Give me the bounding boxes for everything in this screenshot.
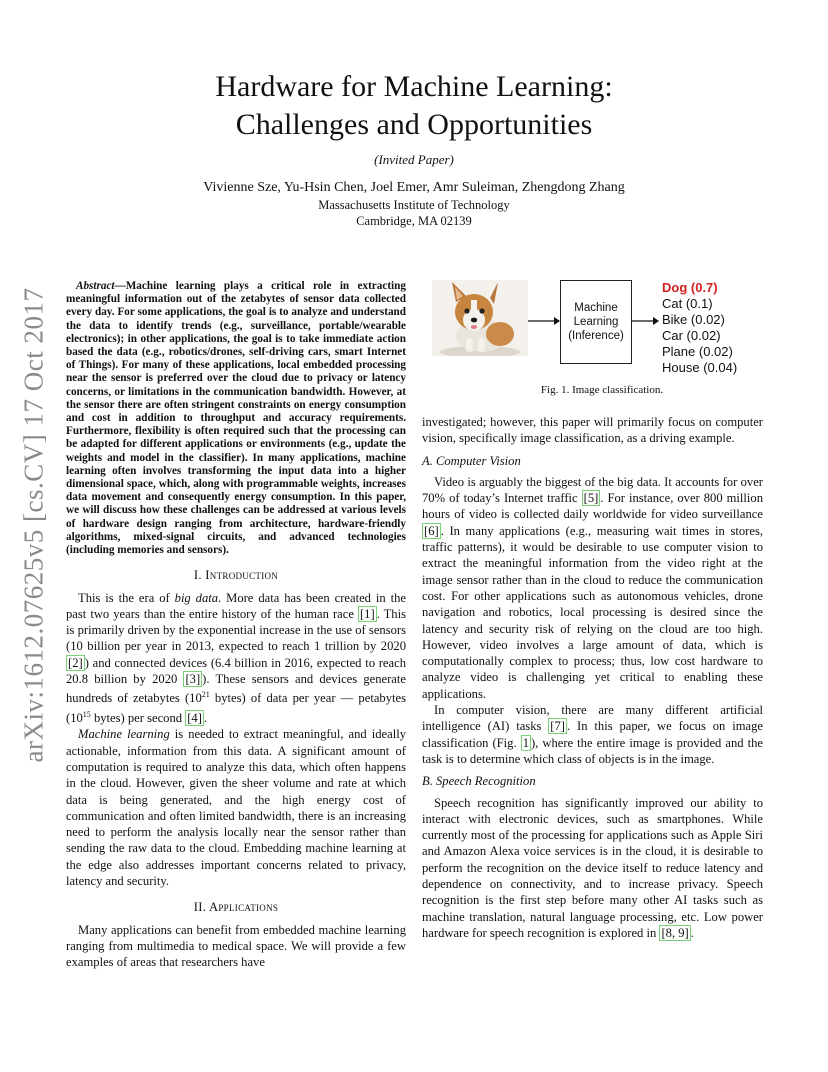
citation-link[interactable]: [3] bbox=[185, 672, 201, 687]
class-score: Cat (0.1) bbox=[662, 296, 713, 311]
citation-link[interactable]: [7] bbox=[550, 719, 565, 734]
left-column bbox=[66, 280, 406, 970]
author-list: Vivienne Sze, Yu-Hsin Chen, Joel Emer, Amr Suleiman, Zhengdong Zhang bbox=[203, 180, 625, 195]
citation-link[interactable]: [5] bbox=[583, 491, 599, 506]
applications-paragraph-1: Many applications can benefit from embedded machine learning ranging from multimedia to medical space. We will provide a few examples of areas that researchers have bbox=[66, 922, 406, 970]
figure-1 bbox=[432, 280, 772, 405]
class-score: House (0.04) bbox=[662, 360, 738, 375]
class-score-top: Dog (0.7) bbox=[662, 280, 718, 295]
dog-photo-image bbox=[432, 280, 528, 356]
arxiv-id-text: arXiv:1612.07625v5 [cs.CV] 17 Oct 2017 bbox=[18, 287, 49, 763]
machine-learning-box bbox=[560, 280, 632, 364]
citation-link[interactable]: [4] bbox=[187, 711, 202, 726]
right-column bbox=[422, 414, 763, 941]
intro-paragraph-2: Machine learning is needed to extract meaningful, and ideally actionable, information from this data. A significant amount of computation is required to analyze this data, which often happens in the cloud. However, given the sheer volume and rate at which data is being generated, and the high energy cost of communication and often limited bandwidth, there is an increasing need to perform the analysis locally near the sensor rather than sending the raw data to the cloud. Embedding machine learning at the edge also addresses important concerns related to privacy, latency and security. bbox=[66, 727, 406, 888]
computer-vision-paragraph-1: Video is arguably the biggest of the big data. It accounts for over 70% of today’s Internet traffic [5] . For instance, over 800 million hours of video is collected daily worldwide for video surveillance [6] . In many applications (e.g., measuring wait times in stores, traffic patterns), it would be desirable to use computer vision to extract the meaningful information from the video right at the image sensor rather than in the cloud to reduce the communication cost. For other applications such as autonomous vehicles, drone navigation and robotics, local processing is desired since the latency and security risk of relying on the cloud are too high. However, video involves a large amount of data, which is computationally complex to process; thus, low cost hardware to analyze video is challenging yet critical to enabling these applications. bbox=[422, 474, 763, 701]
citation-link[interactable]: [1] bbox=[359, 606, 375, 621]
speech-recognition-paragraph-1: Speech recognition has significantly improved our ability to interact with electronic devices, such as smartphones. While currently most of the processing for applications such as Apple Siri and Amazon Alexa voice services is in the cloud, it is desirable to perform the recognition on the device itself to reduce latency and dependence on connectivity, and to increase privacy. Speech recognition is the first step before many other AI tasks such as machine translation, natural language processing, etc. Low power hardware for speech recognition is explored in [8, 9] . bbox=[422, 795, 763, 940]
citation-link[interactable]: [8, 9] bbox=[661, 925, 689, 940]
class-score-list bbox=[662, 280, 737, 376]
box-label-line-3: (Inference) bbox=[568, 330, 624, 342]
citation-link[interactable]: [6] bbox=[424, 523, 439, 538]
abstract-text: —Machine learning plays a critical role in extracting meaningful information out of the zetabytes of sensor data collected every day. For some applications, the goal is to analyze and understand the data to identify trends (e.g., surveillance, portable/wearable electronics); in other applications, the goal is to take immediate action based the data (e.g., robotics/drones, self-driving cars, smart Internet of Things). For many of these applications, local embedded processing near the sensor is preferred over the cloud due to privacy or latency concerns, or limitations in the communication bandwidth. However, at the sensor there are often stringent constraints on energy consumption and cost in addition to throughput and accuracy requirements. Furthermore, flexibility is often required such that the processing can be adapted for different applications or environments (e.g., update the weights and model in the classifier). In many applications, machine learning often involves transforming the input data into a higher dimensional space, which, along with programmable weights, increases data movement and consequently energy consumption. In this paper, we will discuss how these challenges can be addressed at various levels of hardware design ranging from architecture, hardware-friendly algorithms, mixed-signal circuits, and advanced technologies (including memories and sensors). bbox=[66, 280, 406, 557]
subsection-heading-computer-vision: A. Computer Vision bbox=[422, 453, 521, 468]
abstract-lead: Abstract bbox=[76, 280, 115, 292]
applications-paragraph-1-continued: investigated; however, this paper will primarily focus on computer vision, specifically image classification, as a driving example. bbox=[422, 415, 763, 446]
class-score: Bike (0.02) bbox=[662, 312, 725, 327]
figure-caption: Fig. 1. Image classification. bbox=[540, 384, 664, 396]
affiliation-institution: Massachusetts Institute of Technology bbox=[318, 198, 510, 212]
arrow-right-icon bbox=[631, 315, 659, 327]
class-score: Plane (0.02) bbox=[662, 344, 733, 359]
paper-title bbox=[120, 68, 708, 144]
abstract bbox=[66, 280, 406, 557]
title-line-1: Hardware for Machine Learning: bbox=[215, 70, 613, 103]
arxiv-side-stamp bbox=[12, 287, 56, 763]
citation-link[interactable]: [2] bbox=[68, 655, 83, 670]
affiliation bbox=[120, 197, 708, 229]
arrow-right-icon bbox=[528, 315, 560, 327]
affiliation-location: Cambridge, MA 02139 bbox=[356, 214, 472, 228]
intro-paragraph-1: This is the era of big data. More data has been created in the past two years than the entire history of the human race [1] . This is primarily driven by the exponential increase in the use of sensors (10 billion per year in 2013, expected to reach 1 trillion by 2020 [2] ) and connected devices (6.4 billion in 2016, expected to reach 20.8 billion by 2020 [3] ). These sensors and devices generate hundreds of zetabytes ($10^{21}$ bytes) of data per year — petabytes ($10^{15}$ bytes) per second [4] . bbox=[66, 590, 407, 726]
paper-subtitle: (Invited Paper) bbox=[374, 152, 454, 167]
section-heading-introduction: I. Introduction bbox=[193, 568, 279, 583]
box-label-line-1: Machine bbox=[574, 302, 618, 314]
box-label-line-2: Learning bbox=[573, 316, 619, 328]
computer-vision-paragraph-2: In computer vision, there are many different artificial intelligence (AI) tasks [7] . In this paper, we focus on image classification (Fig. 1 ), where the entire image is provided and the task is to determine which class of objects is in the image. bbox=[422, 703, 764, 766]
subsection-heading-speech-recognition: B. Speech Recognition bbox=[422, 774, 536, 789]
figure-link[interactable]: 1 bbox=[522, 735, 529, 750]
section-heading-applications: II. Applications bbox=[193, 900, 279, 915]
title-line-2: Challenges and Opportunities bbox=[235, 108, 593, 141]
class-score: Car (0.02) bbox=[662, 328, 721, 343]
